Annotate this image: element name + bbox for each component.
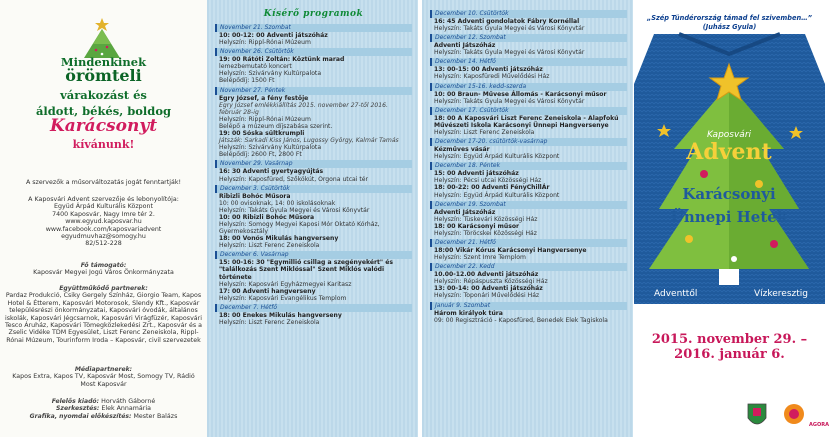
event-title: 15: 00 Adventi játszóház xyxy=(434,170,519,178)
date-heading: December 21. Hétfő xyxy=(430,239,627,247)
organizer-info xyxy=(4,196,203,248)
credit-role: Grafika, nyomdai előkészítés: xyxy=(29,412,132,420)
to-label: Vízkeresztig xyxy=(754,289,809,299)
cover-illustration xyxy=(634,34,825,318)
event-line xyxy=(215,288,412,295)
event-line xyxy=(430,310,627,317)
event-location: Helyszín: Tüskevári Közösségi Ház xyxy=(434,215,538,223)
credits xyxy=(4,398,203,420)
event-line xyxy=(430,209,627,216)
event-line xyxy=(430,91,627,98)
event-location: Helyszín: Takáts Gyula Megyei és Városi Könyvtár xyxy=(434,49,585,57)
quote-line: „Szép Tündérország támad fel szivemben…” xyxy=(646,14,813,22)
info-line: 82/512-228 xyxy=(85,240,122,248)
credit-name: Elek Annamária xyxy=(101,405,151,413)
event-line xyxy=(215,214,412,221)
event-list xyxy=(430,8,627,324)
event-line xyxy=(430,129,627,136)
event-line xyxy=(430,292,627,299)
greeting-line: várakozást és xyxy=(60,88,147,102)
event-location: Helyszín: Rippl-Rónai Múzeum xyxy=(219,115,311,123)
event-title: Adventi Játszóház xyxy=(434,208,496,216)
event-location: 10: 00 ovisoknak, 14: 00 iskolásoknak xyxy=(219,199,336,207)
event-location: Helyszín: Együd Árpád Kulturális Központ xyxy=(434,153,560,161)
event-location: Belépődíj: 2600 Ft, 2800 Ft xyxy=(219,151,302,159)
date-heading: November 27. Péntek xyxy=(215,87,412,95)
date-heading: December 18. Péntek xyxy=(430,162,627,170)
date-heading: December 17. Csütörtök xyxy=(430,107,627,115)
partners-text: Pardaz Produkció, Csiky Gergely Színház, Giorgio Team, Kapos Hotel & Étterem, Kaposvári Motorosok, Slendy Kft., Kaposvár településrészi önkormányzatai, Kaposvári óvodák, általános iskolák, Kaposvári Jégcsarnok, Kaposvári Virágfüzér, Kaposvári Tesco Áruház, Kaposvári Tömegközlekedési Zrt., Kaposvár és a Zselic Vidéke TDM Egyesület, Liszt Ferenc Zeneiskola, Rippl-Rónai Múzeum, Tourinform Iroda – Kaposvár, civil szervezetek xyxy=(4,292,203,344)
event-title: 10: 00 Ribizli Bohóc Műsora xyxy=(219,213,315,221)
date-range-start: 2015. november 29. – xyxy=(651,332,808,347)
info-line: 7400 Kaposvár, Nagy Imre tér 2. xyxy=(52,210,155,218)
event-location: Helyszín: Kaposfüredi Művelődési Ház xyxy=(434,73,550,81)
greeting-line: örömteli xyxy=(65,66,142,85)
date-heading: December 7. Hétfő xyxy=(215,304,412,312)
event-line xyxy=(215,151,412,158)
main-sponsor xyxy=(4,262,203,277)
date-heading: December 12. Szombat xyxy=(430,34,627,42)
event-location: 09: 00 Regisztráció - Kaposfüred, Benedek Elek Tagiskola xyxy=(434,316,608,324)
event-title: 16: 30 Adventi gyertyagyújtás xyxy=(219,168,324,176)
event-line xyxy=(215,221,412,235)
greeting-line: áldott, békés, boldog xyxy=(35,104,172,118)
event-location: Belépő a múzeum díjszabása szerint. xyxy=(219,122,333,130)
cover-title-line1: Karácsonyi xyxy=(682,185,776,203)
event-title: 18: 00 Enekes Mikulás hangverseny xyxy=(219,311,342,319)
agora-logo-icon xyxy=(784,404,804,424)
event-location: Helyszín: Együd Árpád Kulturális Központ xyxy=(434,191,560,199)
quote-author: (Juhász Gyula) xyxy=(702,22,757,31)
event-location: Helyszín: Takáts Gyula Megyei és Városi Könyvtár xyxy=(434,25,585,33)
section-heading: Médiapartnerek: xyxy=(74,366,133,373)
greeting-line: kívánunk! xyxy=(72,138,135,151)
event-location: Helyszín: Rippl-Rónai Múzeum xyxy=(219,39,311,47)
cover-panel xyxy=(634,0,829,437)
event-title: Három királyok túra xyxy=(434,309,503,317)
event-line xyxy=(430,223,627,230)
credit-role: Szerkesztés: xyxy=(56,405,100,413)
event-location: Helyszín: Répáspuszta Közösségi Ház xyxy=(434,278,548,286)
event-line xyxy=(430,247,627,254)
event-line xyxy=(430,115,627,129)
info-line: Együd Árpád Kulturális Központ xyxy=(54,203,153,211)
section-heading: Fő támogató: xyxy=(80,262,127,269)
event-line xyxy=(215,116,412,123)
event-title: 17: 00 Adventi hangverseny xyxy=(219,287,316,295)
event-title: Egry József, a fény festője xyxy=(219,94,309,102)
event-title: 13: 00-14: 00 Adventi játszóház xyxy=(434,285,543,293)
event-line xyxy=(215,77,412,84)
date-heading: December 6. Vasárnap xyxy=(215,251,412,259)
event-location: Helyszín: Takáts Gyula Megyei és Városi Könyvtár xyxy=(434,97,585,105)
sponsor-text: Kaposvár Megyei Jogú Város Önkormányzata xyxy=(33,269,174,277)
date-heading: November 26. Csütörtök xyxy=(215,48,412,56)
event-location: Helyszín: Toponári Művelődési Ház xyxy=(434,292,540,300)
event-location: Helyszín: Takáts Gyula Megyei és Városi Könyvtár xyxy=(219,206,370,214)
event-detail: Játszák: Sarkadi Kiss János, Lugossy György, Kalmár Tamás xyxy=(219,137,399,145)
event-title: Ribizli Bohóc Műsora xyxy=(219,192,291,200)
event-line xyxy=(215,281,412,288)
sponsor-logos xyxy=(744,400,824,434)
event-title: Kézműves vásár xyxy=(434,146,490,154)
event-line xyxy=(430,98,627,105)
cover-title-line2: Ünnepi Hetek xyxy=(670,208,788,226)
info-line: egyudmuvhaz@somogy.hu xyxy=(61,233,146,241)
credit-line xyxy=(4,413,203,420)
date-heading: November 21. Szombat xyxy=(215,24,412,32)
event-title: 13: 00-15: 00 Adventi játszóház xyxy=(434,66,543,74)
event-location: lemezbemutató koncert xyxy=(219,63,292,71)
left-panel xyxy=(0,0,207,437)
date-heading: Január 9. Szombat xyxy=(430,302,627,310)
event-line xyxy=(430,184,627,191)
section-heading: Együttműködő partnerek: xyxy=(59,285,148,292)
event-line xyxy=(215,95,412,102)
info-line: A Kaposvári Advent szervezője és lebonyolítója: xyxy=(28,196,179,203)
date-range-end: 2016. január 6. xyxy=(674,347,785,362)
event-line xyxy=(215,102,412,116)
city-crest-icon xyxy=(748,404,766,424)
event-title: 10: 00 Braun- Művese Állomás - Karácsonyi műsor xyxy=(434,90,607,98)
event-line xyxy=(430,49,627,56)
program-title: Kísérő programok xyxy=(263,9,364,19)
event-line xyxy=(215,259,412,280)
event-location: Belépődíj: 1500 Ft xyxy=(219,77,275,85)
event-location: Helyszín: Liszt Ferenc Zeneiskola xyxy=(219,242,320,250)
event-title: 18: 00 Karácsonyi műsor xyxy=(434,222,520,230)
event-line xyxy=(430,73,627,80)
event-line xyxy=(215,295,412,302)
event-title: 19: 00 Rátóti Zoltán: Köztünk marad xyxy=(219,56,345,64)
greeting-line: Mindenkinek xyxy=(60,55,147,69)
date-heading: December 14. Hétfő xyxy=(430,58,627,66)
event-location: Helyszín: Liszt Ferenc Zeneiskola xyxy=(219,319,320,326)
from-label: Adventtől xyxy=(654,289,698,299)
event-line xyxy=(215,168,412,175)
credit-line xyxy=(4,405,203,412)
event-location: Helyszín: Pécsi utcai Közösségi Ház xyxy=(434,177,542,185)
credit-role: Felelős kiadó: xyxy=(51,398,100,405)
date-heading: November 29. Vasárnap xyxy=(215,160,412,168)
event-title: 18: 00 Vonós Mikulás hangverseny xyxy=(219,235,339,243)
event-title: 18:00 Vikár Kórus Karácsonyi Hangversenye xyxy=(434,246,587,254)
program-panel-2 xyxy=(422,0,633,437)
event-line xyxy=(430,317,627,324)
rights-notice: A szervezők a műsorváltozatás jogát fenntartják! xyxy=(25,179,182,186)
event-title: 19: 00 Sóska sültkrumpli xyxy=(219,130,305,138)
event-location: Helyszín: Töröcskei Közösségi Ház xyxy=(434,229,537,237)
date-heading: December 17-20. csütörtök-vasárnap xyxy=(430,138,627,146)
event-line xyxy=(430,254,627,261)
media-partners xyxy=(4,366,203,388)
event-location: Helyszín: Szivárvány Kultúrpalota xyxy=(219,144,322,152)
event-line xyxy=(215,312,412,319)
event-title: 16: 45 Adventi gondolatok Fábry Kornéllal xyxy=(434,18,580,25)
media-text: Kapos Extra, Kapos TV, Kaposvár Most, Somogy TV, Rádió Most Kaposvár xyxy=(12,373,195,388)
event-line xyxy=(430,192,627,199)
event-list xyxy=(215,22,412,326)
event-line xyxy=(430,230,627,237)
event-line xyxy=(430,216,627,223)
event-title: 10.00-12.00 Adventi játszóház xyxy=(434,271,539,279)
event-line xyxy=(215,193,412,200)
event-line xyxy=(215,207,412,214)
event-location: Helyszín: Szent Imre Templom xyxy=(434,254,526,262)
date-heading: December 19. Szombat xyxy=(430,201,627,209)
event-title: 18: 00 A Kaposvári Liszt Ferenc Zeneiskola - Alapfokú Művészeti Iskola Karácsonyi Ünnepi Hangversenye xyxy=(434,114,619,129)
credit-name: Mester Balázs xyxy=(133,412,178,420)
event-location: Helyszín: Kaposfüred, Szőkökút, Orgona utcai tér xyxy=(219,175,369,183)
date-heading: December 10. Csütörtök xyxy=(430,10,627,18)
greeting-line: Karácsonyt xyxy=(49,116,158,136)
info-line: www.facebook.com/kaposvariadvent xyxy=(45,225,162,233)
event-title: 15: 00-16: 30 "Egymillió csillag a szegényekért" és "találkozás Szent Miklóssal" Szent Miklós valódi története xyxy=(219,259,393,281)
event-detail: Egry József emlékkiállítás 2015. november 27-től 2016. február 28-ig xyxy=(219,101,388,116)
event-line xyxy=(215,319,412,326)
event-location: Helyszín: Kaposvári Egyházmegyei Karitasz xyxy=(219,280,352,288)
event-location: Helyszín: Liszt Ferenc Zeneiskola xyxy=(434,128,535,136)
partners xyxy=(4,285,203,344)
event-location: Helyszín: Szivárvány Kultúrpalota xyxy=(219,70,322,78)
poem-quote xyxy=(634,14,825,31)
info-line: www.egyud.kaposvar.hu xyxy=(65,218,142,226)
event-line xyxy=(215,39,412,46)
event-line xyxy=(215,176,412,183)
cover-advent-title: Advent xyxy=(686,139,772,165)
date-heading: December 3. Csütörtök xyxy=(215,185,412,193)
event-title: 10: 00-12: 00 Adventi játszóház xyxy=(219,32,328,39)
event-line xyxy=(430,25,627,32)
date-heading: December 22. Kedd xyxy=(430,263,627,271)
event-location: Helyszín: Kaposvári Evangélikus Templom xyxy=(219,294,347,302)
credit-name: Horváth Gáborné xyxy=(101,398,156,405)
event-title: 18: 00-22: 00 Adventi FényChillÁr xyxy=(434,184,550,192)
event-title: Adventi Játszóház xyxy=(434,42,496,50)
program-panel-1 xyxy=(207,0,418,437)
cover-small-title: Kaposvári xyxy=(706,130,752,140)
logo-label: AGORA xyxy=(809,422,829,428)
christmas-tree-icon xyxy=(80,14,124,60)
event-line xyxy=(430,153,627,160)
event-line xyxy=(215,123,412,130)
event-line xyxy=(215,242,412,249)
event-line xyxy=(215,200,412,207)
date-heading: December 15-16. kedd-szerda xyxy=(430,83,627,91)
event-location: Helyszín: Somogy Megyei Kaposi Mór Oktató Kórház, Gyermekosztály xyxy=(219,220,380,236)
